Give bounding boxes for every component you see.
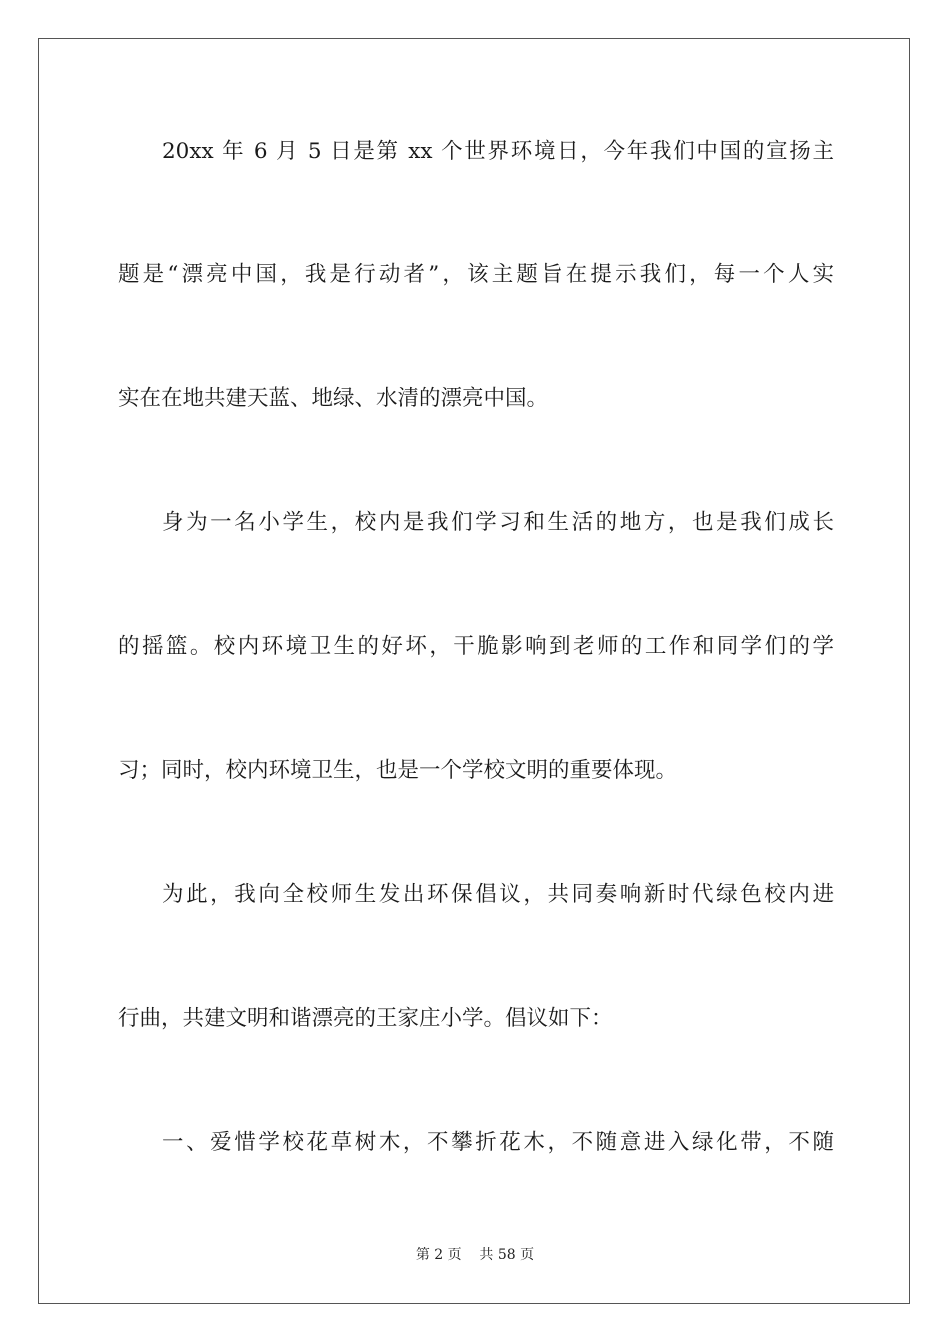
paragraph-1-line-3: 实在在地共建天蓝、地绿、水清的漂亮中国。 <box>118 386 549 411</box>
paragraph-4-line-1: 一、爱惜学校花草树木，不攀折花木，不随意进入绿化带，不随 <box>162 1130 834 1155</box>
paragraph-2-line-1: 身为一名小学生，校内是我们学习和生活的地方，也是我们成长 <box>162 510 834 535</box>
page-border <box>38 38 910 1304</box>
paragraph-2-line-3: 习；同时，校内环境卫生，也是一个学校文明的重要体现。 <box>118 758 678 783</box>
paragraph-1-line-2: 题是“漂亮中国，我是行动者”，该主题旨在提示我们，每一个人实 <box>118 262 834 287</box>
paragraph-1-line-1: 20xx 年 6 月 5 日是第 xx 个世界环境日，今年我们中国的宣扬主 <box>162 139 834 164</box>
paragraph-3-line-2: 行曲，共建文明和谐漂亮的王家庄小学。倡议如下： <box>118 1006 613 1031</box>
page-footer: 第 2 页 共 58 页 <box>415 1247 535 1263</box>
paragraph-2-line-2: 的摇篮。校内环境卫生的好坏，干脆影响到老师的工作和同学们的学 <box>118 634 834 659</box>
paragraph-3-line-1: 为此，我向全校师生发出环保倡议，共同奏响新时代绿色校内进 <box>162 882 834 907</box>
